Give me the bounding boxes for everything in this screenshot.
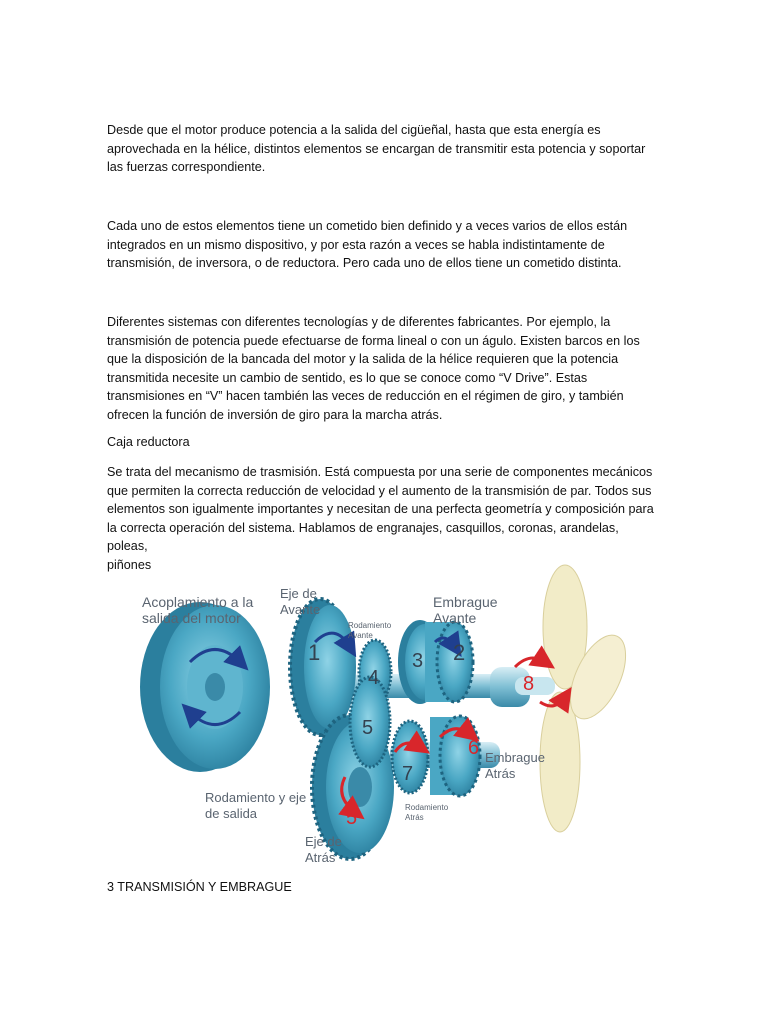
label-reverse-clutch-1: Embrague (485, 750, 545, 765)
marker-5-middle: 5 (362, 717, 374, 739)
marker-3: 3 (412, 650, 424, 672)
marker-4: 4 (368, 667, 380, 689)
label-output-bearing-2: de salida (205, 806, 258, 821)
paragraph-elements: Cada uno de estos elementos tiene un cometido bien definido y a veces varios de ellos están integrados en un mismo dispositivo, y por esta razón a veces se habla indistintamente de transmisión, de inversora, o de reductora. Pero cada uno de ellos tiene un cometido distinta. (107, 219, 628, 271)
label-forward-bearing-1: Rodamiento (348, 621, 392, 630)
label-reverse-shaft-2: Atrás (305, 850, 336, 865)
transmission-diagram (120, 562, 680, 872)
label-forward-clutch-1: Embrague (433, 594, 498, 610)
paragraph-intro: Desde que el motor produce potencia a la salida del cigüeñal, hasta que esta energía es aprovechada en la hélice, distintos elementos se encargan de transmitir esta potencia y soportar las fuerzas correspondiente. (107, 123, 646, 175)
forward-gear (290, 599, 356, 735)
label-forward-bearing-2: Avante (348, 631, 373, 640)
label-forward-shaft-2: Avante (280, 602, 321, 617)
propeller (540, 565, 637, 832)
engine-coupling (140, 602, 270, 772)
marker-7: 7 (402, 763, 414, 785)
label-reverse-bearing-2: Atrás (405, 813, 424, 822)
figure-caption: 3 TRANSMISIÓN Y EMBRAGUE (107, 880, 292, 894)
marker-6: 6 (468, 737, 480, 759)
paragraph-systems: Diferentes sistemas con diferentes tecnologías y de diferentes fabricantes. Por ejemplo, la transmisión de potencia puede efectuarse de forma lineal o con un águlo. Existen barcos en los que la disposición de la bancada del motor y la salida de la hélice requieren que la potencia transmitida necesite un cambio de sentido, es lo que se conoce como “V Drive”. Estas transmisiones en “V” hacen también las veces de reducción en el régimen de giro, y también ofrecen la función de inversión de giro para la marcha atrás. (107, 315, 640, 422)
label-coupling-2: salida del motor (142, 610, 241, 626)
section-heading: Caja reductora (107, 435, 190, 449)
label-forward-shaft-1: Eje de (280, 586, 317, 601)
label-reverse-clutch-2: Atrás (485, 766, 516, 781)
paragraph-gearbox: Se trata del mecanismo de trasmisión. Está compuesta por una serie de componentes mecánicos que permiten la correcta reducción de velocidad y el aumento de la transmisión de par. Todos sus elementos son igualmente importantes y necesitan de una perfecta geometría y composición para la correcta operación del sistema. Hablamos de engranajes, casquillos, coronas, arandelas, poleas, piñones (107, 465, 654, 572)
label-coupling-1: Acoplamiento a la (142, 594, 254, 610)
marker-2: 2 (453, 640, 466, 665)
label-reverse-shaft-1: Eje de (305, 834, 342, 849)
label-reverse-bearing-1: Rodamiento (405, 803, 449, 812)
marker-5-bottom: 5 (346, 807, 358, 829)
label-output-bearing-1: Rodamiento y eje (205, 790, 307, 805)
label-forward-clutch-2: Avante (433, 610, 477, 626)
marker-8: 8 (523, 673, 535, 695)
marker-1: 1 (308, 640, 321, 665)
